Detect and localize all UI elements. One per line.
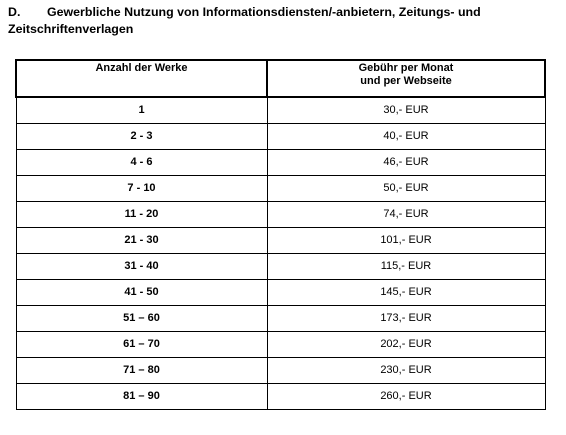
- table-row: [16, 124, 545, 150]
- header-works: [16, 60, 267, 97]
- table-row: [16, 202, 545, 228]
- table-row: [16, 280, 545, 306]
- fee-table: [15, 59, 546, 410]
- works-cell: 81 – 90: [16, 384, 267, 410]
- works-cell: 21 - 30: [16, 228, 267, 254]
- table-row: [16, 332, 545, 358]
- works-cell: 51 – 60: [16, 306, 267, 332]
- table-row: [16, 384, 545, 410]
- table-row: [16, 254, 545, 280]
- section-title: Gewerbliche Nutzung von Informationsdiensten/-anbietern, Zeitungs- und Zeitschriftenverlagen: [8, 5, 481, 36]
- works-cell: 71 – 80: [16, 358, 267, 384]
- fee-cell: 145,- EUR: [267, 280, 545, 306]
- fee-cell: 40,- EUR: [267, 124, 545, 150]
- section-letter: D.: [8, 5, 21, 19]
- table-row: [16, 150, 545, 176]
- fee-cell: 173,- EUR: [267, 306, 545, 332]
- header-fee-line2: und per Webseite: [360, 75, 452, 87]
- works-cell: 11 - 20: [16, 202, 267, 228]
- table-header-row: [16, 60, 545, 97]
- works-cell: 61 – 70: [16, 332, 267, 358]
- header-works-label: Anzahl der Werke: [95, 62, 188, 74]
- fee-cell: 101,- EUR: [267, 228, 545, 254]
- works-cell: 7 - 10: [16, 176, 267, 202]
- works-cell: 41 - 50: [16, 280, 267, 306]
- table-row: [16, 176, 545, 202]
- header-fee-line1: Gebühr per Monat: [358, 62, 454, 74]
- table-row: [16, 306, 545, 332]
- table-row: [16, 358, 545, 384]
- fee-cell: 202,- EUR: [267, 332, 545, 358]
- works-cell: 31 - 40: [16, 254, 267, 280]
- header-fee: [267, 60, 545, 97]
- fee-cell: 260,- EUR: [267, 384, 545, 410]
- section-heading: [8, 4, 560, 38]
- works-cell: 2 - 3: [16, 124, 267, 150]
- fee-cell: 74,- EUR: [267, 202, 545, 228]
- works-cell: 1: [16, 97, 267, 124]
- fee-cell: 46,- EUR: [267, 150, 545, 176]
- fee-cell: 115,- EUR: [267, 254, 545, 280]
- table-row: [16, 228, 545, 254]
- works-cell: 4 - 6: [16, 150, 267, 176]
- table-row: [16, 97, 545, 124]
- fee-cell: 50,- EUR: [267, 176, 545, 202]
- fee-cell: 30,- EUR: [267, 97, 545, 124]
- fee-cell: 230,- EUR: [267, 358, 545, 384]
